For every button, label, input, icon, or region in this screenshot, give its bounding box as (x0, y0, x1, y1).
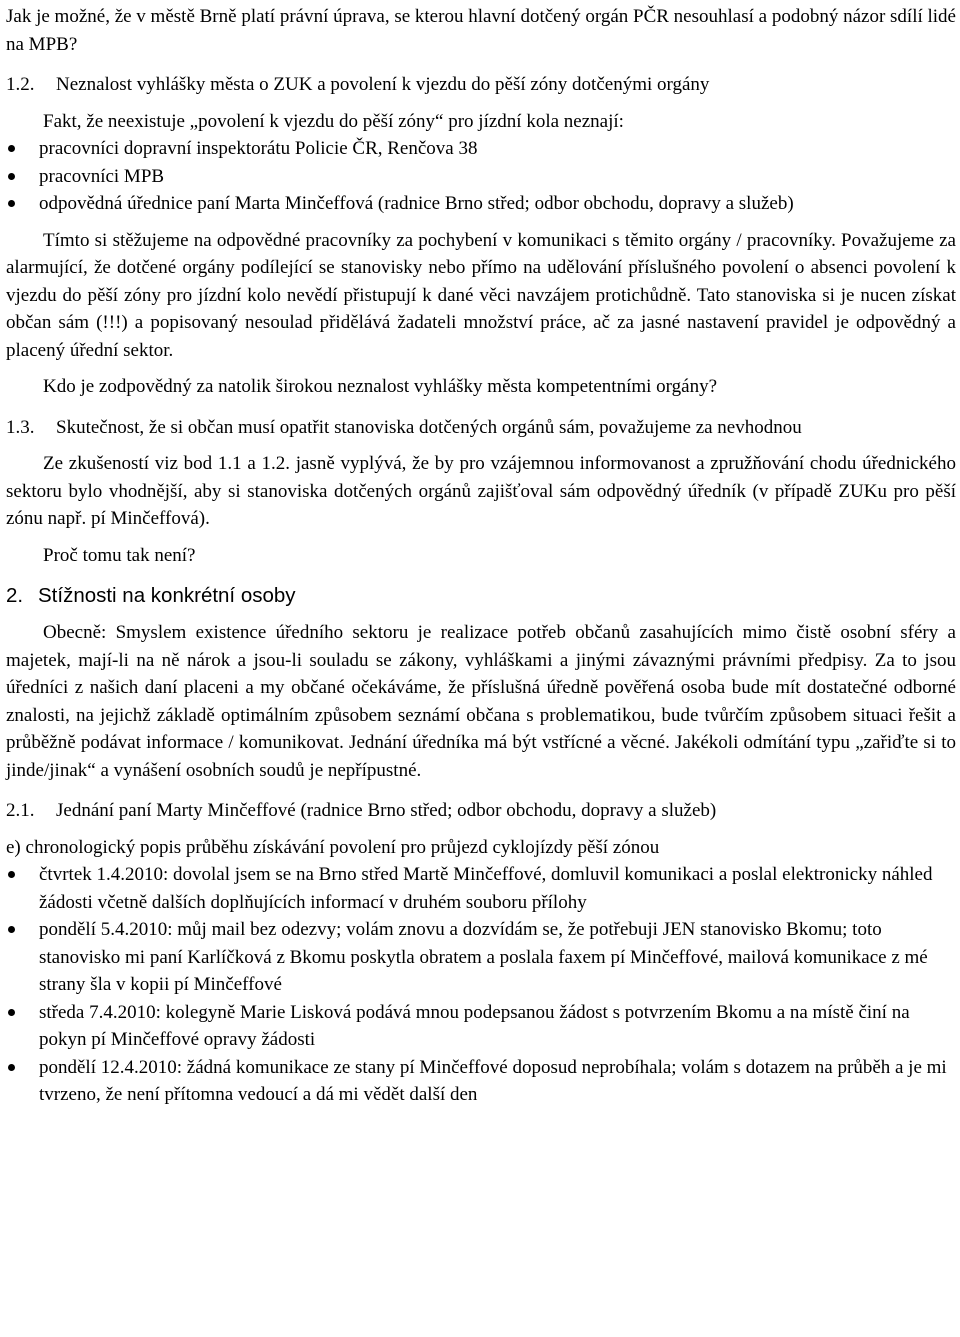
list-item-text: středa 7.4.2010: kolegyně Marie Lisková podává mnou podepsanou žádost s potvrzením Bkomu a na místě činí na pokyn pí Minčeffové opravy žádosti (39, 1001, 910, 1050)
list-item-text: pracovníci dopravní inspektorátu Policie ČR, Renčova 38 (39, 138, 478, 159)
section-title: Jednání paní Marty Minčeffové (radnice Brno střed; odbor obchodu, dopravy a služeb) (56, 800, 717, 821)
list-item (6, 861, 956, 916)
chronology-intro: e) chronologický popis průběhu získávání povolení pro průjezd cyklojízdy pěší zónou (6, 836, 660, 858)
chronology-bullet-list (6, 861, 956, 1109)
list-item-text: odpovědná úřednice paní Marta Minčeffová (radnice Brno střed; odbor obchodu, dopravy a služeb) (39, 193, 794, 214)
section-number: 1.3. (6, 416, 35, 438)
list-item (6, 135, 956, 163)
section-1-3-body: Ze zkušeností viz bod 1.1 a 1.2. jasně vyplývá, že by pro vzájemnou informovanost a zpružňování chodu úřednického sektoru bylo vhodnější, aby si stanoviska dotčených orgánů zajišťoval sám odpovědný úředník (v případě ZUKu pro pěší zónu např. pí Minčeffová). (6, 453, 956, 529)
intro-paragraph: Jak je možné, že v městě Brně platí právní úprava, se kterou hlavní dotčený orgán PČR nesouhlasí a podobný názor sdílí lidé na MPB? (6, 6, 956, 55)
list-item-text: čtvrtek 1.4.2010: dovolal jsem se na Brno střed Martě Minčeffové, domluvil komunikaci a poslal elektronicky náhled žádosti včetně dalších doplňujících informací v druhém souboru přílohy (39, 864, 933, 913)
list-item-text: pondělí 5.4.2010: můj mail bez odezvy; volám znovu a dozvídám se, že potřebuji JEN stanovisko Bkomu; toto stanovisko mi paní Karlíčková z Bkomu poskytla obratem a poslala faxem pí Minčeffové, mailová komunikace z mé strany šla v kopii pí Minčeffové (39, 919, 928, 995)
list-item-text: pracovníci MPB (39, 165, 165, 187)
section-number: 2.1. (6, 800, 35, 821)
section-title: Neznalost vyhlášky města o ZUK a povolení k vjezdu do pěší zóny dotčenými orgány (56, 74, 710, 95)
section-2-1-heading (6, 797, 956, 825)
list-item-text: pondělí 12.4.2010: žádná komunikace ze stany pí Minčeffové doposud neprobíhala; volám s dotazem na průběh a je mi tvrzeno, že není přítomna vedoucí a dá mi vědět další den (39, 1056, 947, 1105)
section-1-3-question: Proč tomu tak není? (43, 544, 196, 566)
list-item (6, 916, 956, 999)
section-1-2-lead: Fakt, že neexistuje „povolení k vjezdu do pěší zóny“ pro jízdní kola neznají: (43, 110, 624, 132)
bullet-icon (8, 145, 15, 152)
list-item (6, 190, 956, 218)
heading-title: Stížnosti na konkrétní osoby (38, 584, 296, 607)
heading-number: 2. (6, 584, 24, 607)
section-1-2-heading (6, 71, 956, 99)
section-1-3-heading (6, 414, 956, 442)
list-item (6, 163, 956, 191)
bullet-icon (8, 1009, 15, 1016)
bullet-icon (8, 1064, 15, 1071)
bullet-icon (8, 926, 15, 933)
section-1-2-question: Kdo je zodpovědný za natolik širokou neznalost vyhlášky města kompetentními orgány? (43, 376, 717, 397)
section-1-2-body: Tímto si stěžujeme na odpovědné pracovníky za pochybení v komunikaci s těmito orgány / pracovníky. Považujeme za alarmující, že dotčené orgány podílející se stanovisky nebo přímo na udělování příslušného povolení o absenci povolení k vjezdu do pěší zóny pro jízdní kolo nevědí přistupují k dané věci navzájem protichůdně. Tato stanoviska si je nucen získat občan sám (!!!) a popisovaný nesoulad přidělává žadateli množství práce, ač za jasné nastavení pravidel je odpovědný a placený úřední sektor. (6, 229, 956, 361)
section-title: Skutečnost, že si občan musí opatřit stanoviska dotčených orgánů sám, považujeme za nevhodnou (56, 416, 802, 438)
bullet-icon (8, 173, 15, 180)
bullet-icon (8, 200, 15, 207)
section-number: 1.2. (6, 74, 35, 95)
section-2-heading (6, 582, 956, 610)
list-item (6, 999, 956, 1054)
section-2-body: Obecně: Smyslem existence úředního sektoru je realizace potřeb občanů zasahujících mimo čistě osobní sféry a majetek, mají-li na ně nárok a jsou-li souladu se zákony, vyhláškami a jinými závaznými právními předpisy. Za to jsou úředníci z našich daní placeni a my občané očekáváme, že příslušná úředně pověřená osoba bude mít dostatečné odborné znalosti, na jejichž základě optimálním způsobem seznámí občana s problematikou, bude tvůrčím způsobem situaci řešit a průběžně podávat informace / komunikovat. Jednání úředníka má být vstřícné a věcné. Jakékoli odmítání typu „zařiďte si to jinde/jinak“ a vynášení osobních soudů je nepřípustné. (6, 622, 956, 781)
section-1-2-bullet-list (6, 135, 956, 218)
bullet-icon (8, 871, 15, 878)
list-item (6, 1054, 956, 1109)
